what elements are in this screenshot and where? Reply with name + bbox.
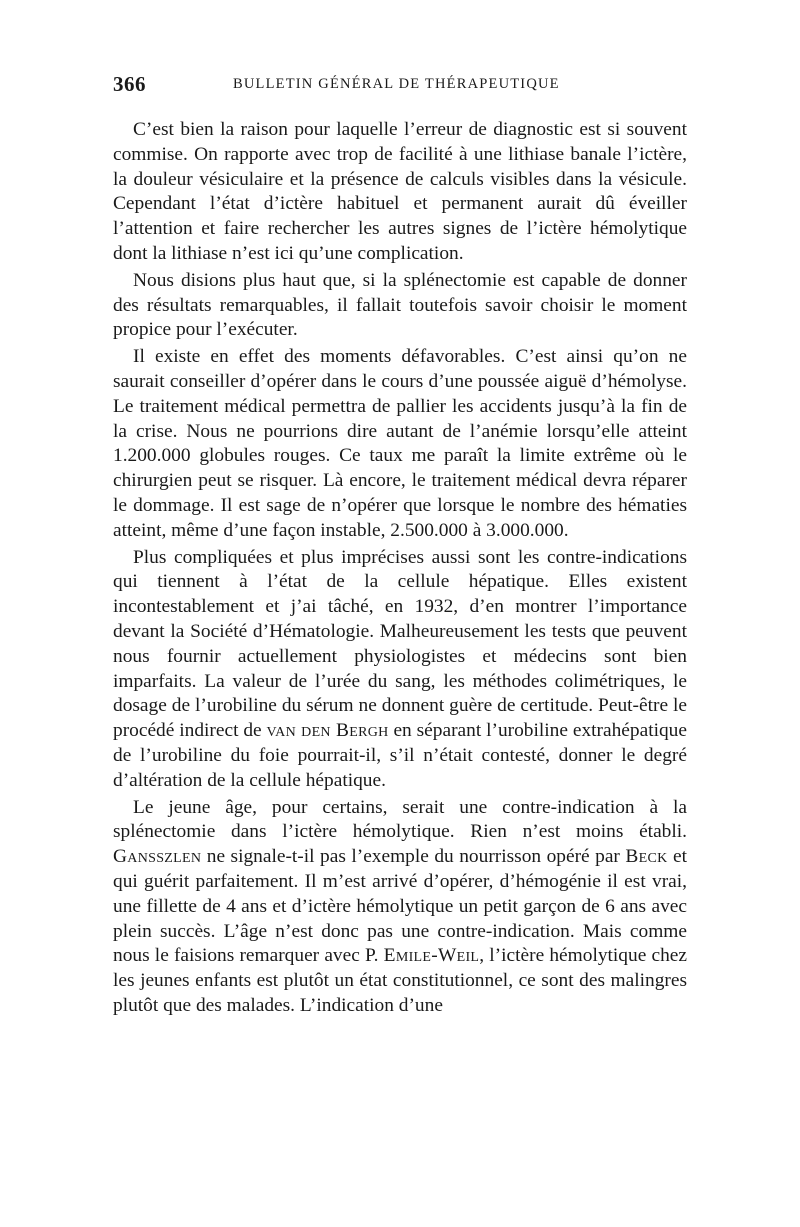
author-name: Emile-Weil	[383, 945, 480, 967]
author-name: Gansszlen	[113, 846, 202, 868]
paragraph-text: Le jeune âge, pour certains, serait une contre-indication à la splénectomie dans l’ictère hémolytique. Rien n’est moins établi.	[113, 796, 687, 843]
body-text	[113, 118, 687, 1021]
paragraph-hepatic-contraindications	[113, 546, 687, 794]
paragraph-text: Plus compliquées et plus imprécises aussi sont les contre-indications qui tiennent à l’état de la cellule hépatique. Elles existent incontestablement et j’ai tâché, en 1932, d’en montrer l’importance devant la Société d’Hématologie. Malheureusement les tests que peuvent nous fournir actuellement physiologistes et médecins sont bien imparfaits. La valeur de l’urée du sang, les méthodes colimétriques, le dosage de l’urobiline du sérum ne donnent guère de certitude. Peut-être le procédé indirect de	[113, 546, 687, 742]
running-head	[113, 72, 687, 102]
paragraph-timing: Nous disions plus haut que, si la splénectomie est capable de donner des résultats remarquables, il fallait toutefois savoir choisir le moment propice pour l’exécuter.	[113, 269, 687, 341]
page-number: 366	[113, 72, 146, 96]
paragraph-text: , l’ictère hémolytique chez les jeunes enfants est plutôt un état constitutionnel, ce sont des malingres plutôt que des malades. L’indication d’une	[113, 945, 687, 1016]
paragraph-young-age	[113, 796, 687, 1019]
paragraph-text: en séparant l’urobiline extrahépatique de l’urobiline du foie pourrait-il, s’il n’était contesté, donner le degré d’altération de la cellule hépatique.	[113, 720, 687, 791]
paragraph-text: et qui guérit parfaitement. Il m’est arrivé d’opérer, d’hémogénie il est vrai, une fillette de 4 ans et d’ictère hémolytique un petit garçon de 6 ans avec plein succès. L’âge n’est donc pas une contre-indication. Mais comme nous le faisions remarquer avec P.	[113, 846, 687, 967]
journal-title: BULLETIN GÉNÉRAL DE THÉRAPEUTIQUE	[233, 76, 560, 92]
paragraph-unfavorable-moments: Il existe en effet des moments défavorables. C’est ainsi qu’on ne saurait conseiller d’opérer dans le cours d’une poussée aiguë d’hémolyse. Le traitement médical permettra de pallier les accidents jusqu’à la fin de la crise. Nous ne pourrions dire autant de l’anémie lorsqu’elle atteint 1.200.000 globules rouges. Ce taux me paraît la limite extrême où le chirurgien peut se risquer. Là encore, le traitement médical devra réparer le dommage. Il est sage de n’opérer que lorsque le nombre des hématies atteint, même d’une façon instable, 2.500.000 à 3.000.000.	[113, 346, 687, 541]
paragraph-text: ne signale-t-il pas l’exemple du nourrisson opéré par	[201, 846, 626, 868]
author-name: van den Bergh	[266, 720, 389, 742]
paragraph-diagnostic-error: C’est bien la raison pour laquelle l’erreur de diagnostic est si souvent commise. On rapporte avec trop de facilité à une lithiase banale l’ictère, la douleur vésiculaire et la présence de calculs visibles dans la vésicule. Cependant l’état d’ictère habituel et permanent aurait dû éveiller l’attention et faire rechercher les autres signes de l’ictère hémolytique dont la lithiase n’est ici qu’une complication.	[113, 119, 687, 264]
author-name: Beck	[625, 846, 668, 868]
